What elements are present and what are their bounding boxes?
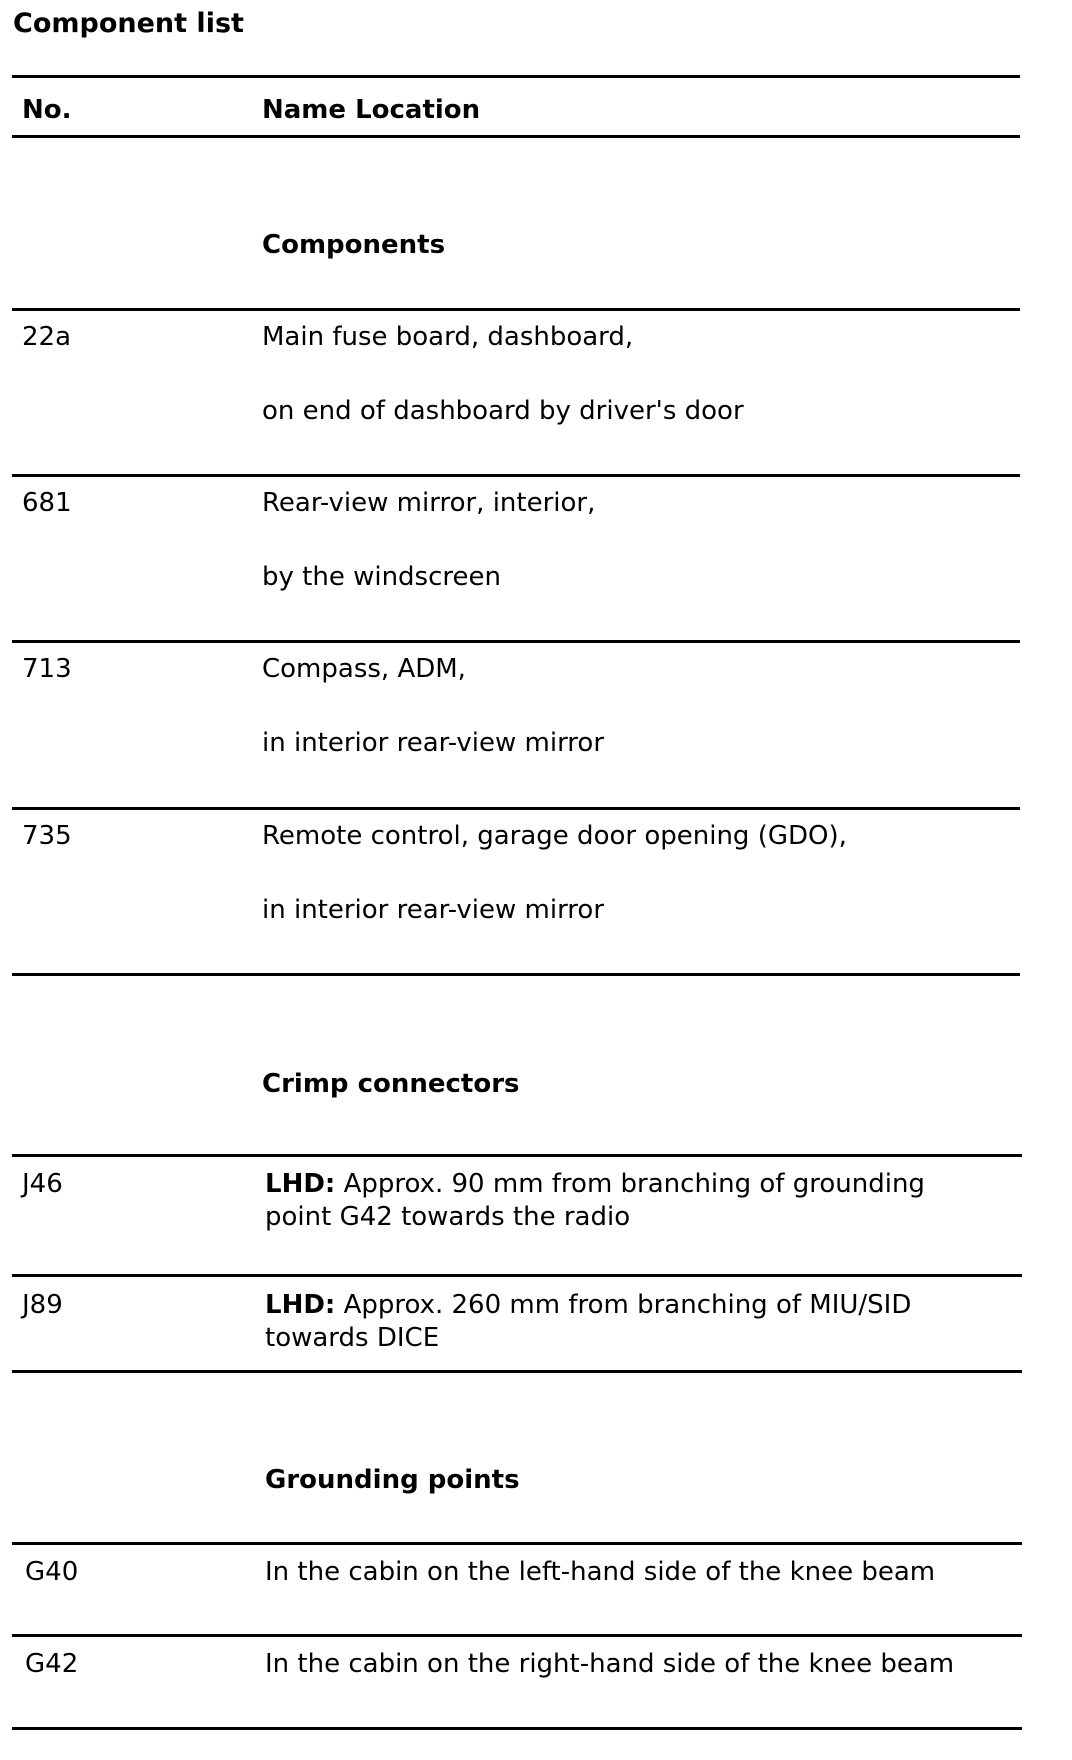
table-bottom-rule: [12, 1727, 1022, 1730]
row-divider: [12, 474, 1020, 477]
grounding-point-number: G40: [25, 1557, 79, 1587]
column-header-no: No.: [22, 95, 72, 125]
section-heading-grounding-points: Grounding points: [265, 1465, 520, 1495]
component-location: in interior rear-view mirror: [262, 728, 605, 758]
component-name: Remote control, garage door opening (GDO),: [262, 821, 847, 851]
connector-location-line-1: [265, 1167, 925, 1201]
grounding-point-number: G42: [25, 1649, 79, 1679]
connector-number: J89: [22, 1290, 63, 1320]
component-number: 22a: [22, 322, 72, 352]
component-number: 735: [22, 821, 72, 851]
page-title: Component list: [13, 8, 244, 39]
grounding-point-location: In the cabin on the right-hand side of the knee beam: [265, 1649, 955, 1679]
component-name: Main fuse board, dashboard,: [262, 322, 634, 352]
row-divider: [12, 1154, 1022, 1157]
component-location: in interior rear-view mirror: [262, 895, 605, 925]
component-name: Rear-view mirror, interior,: [262, 488, 596, 518]
section-end-rule: [12, 1370, 1022, 1373]
section-heading-crimp-connectors: Crimp connectors: [262, 1069, 520, 1099]
component-location: on end of dashboard by driver's door: [262, 396, 744, 426]
section-end-rule: [12, 973, 1020, 976]
row-divider: [12, 1634, 1022, 1637]
component-number: 681: [22, 488, 72, 518]
connector-location-line-1: [265, 1288, 911, 1322]
column-header-name-location: Name Location: [262, 95, 481, 125]
connector-location-line-2: towards DICE: [265, 1323, 440, 1353]
lhd-label: LHD:: [265, 1290, 336, 1320]
grounding-point-location: In the cabin on the left-hand side of the knee beam: [265, 1557, 936, 1587]
row-divider: [12, 308, 1020, 311]
connector-number: J46: [22, 1169, 63, 1199]
section-heading-components: Components: [262, 230, 446, 260]
row-divider: [12, 1542, 1022, 1545]
connector-location-text: Approx. 260 mm from branching of MIU/SID: [335, 1290, 912, 1320]
row-divider: [12, 1274, 1022, 1277]
component-name: Compass, ADM,: [262, 654, 466, 684]
header-bottom-rule: [12, 135, 1020, 138]
component-number: 713: [22, 654, 72, 684]
row-divider: [12, 640, 1020, 643]
component-location: by the windscreen: [262, 562, 501, 592]
connector-location-text: Approx. 90 mm from branching of grounding: [335, 1169, 925, 1199]
row-divider: [12, 807, 1020, 810]
connector-location-line-2: point G42 towards the radio: [265, 1202, 631, 1232]
table-top-rule: [12, 75, 1020, 78]
lhd-label: LHD:: [265, 1169, 336, 1199]
